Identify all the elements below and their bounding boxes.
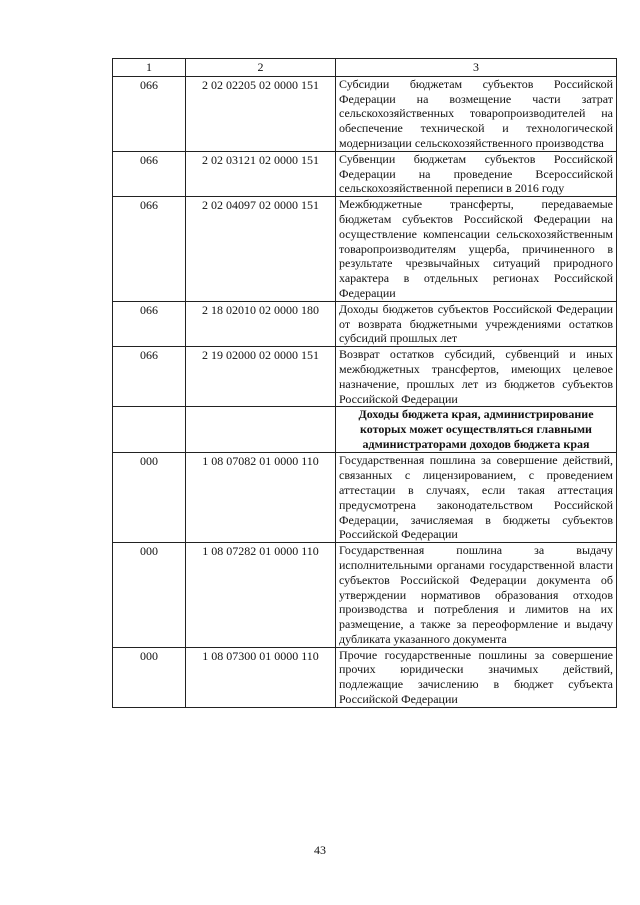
revenue-description: Доходы бюджетов субъектов Российской Федерации от возврата бюджетными учреждениями остатков субсидий прошлых лет bbox=[336, 301, 617, 346]
column-header-2: 2 bbox=[186, 59, 336, 77]
revenue-classification-table bbox=[112, 58, 617, 708]
table-header-row bbox=[113, 59, 617, 77]
administrator-code: 000 bbox=[113, 647, 186, 707]
section-heading-row bbox=[113, 407, 617, 453]
revenue-description: Прочие государственные пошлины за совершение прочих юридически значимых действий, подлежащие зачислению в бюджет субъекта Российской Федерации bbox=[336, 647, 617, 707]
revenue-description: Возврат остатков субсидий, субвенций и иных межбюджетных трансфертов, имеющих целевое назначение, прошлых лет из бюджетов субъектов Российской Федерации bbox=[336, 347, 617, 407]
administrator-code: 066 bbox=[113, 76, 186, 151]
budget-classification-code: 2 19 02000 02 0000 151 bbox=[186, 347, 336, 407]
revenue-description: Субвенции бюджетам субъектов Российской Федерации на проведение Всероссийской сельскохозяйственной переписи в 2016 году bbox=[336, 151, 617, 196]
budget-classification-code: 1 08 07300 01 0000 110 bbox=[186, 647, 336, 707]
administrator-code: 000 bbox=[113, 453, 186, 543]
budget-classification-code: 1 08 07082 01 0000 110 bbox=[186, 453, 336, 543]
revenue-description: Государственная пошлина за выдачу исполнительными органами государственной власти субъектов Российской Федерации документа об утверждении нормативов образования отходов производства и потребления и лимитов на их размещение, а также за переоформление и выдачу дубликата указанного документа bbox=[336, 543, 617, 648]
administrator-code: 066 bbox=[113, 197, 186, 302]
table-row bbox=[113, 453, 617, 543]
administrator-code: 066 bbox=[113, 151, 186, 196]
column-header-3: 3 bbox=[336, 59, 617, 77]
administrator-code: 066 bbox=[113, 301, 186, 346]
table-row bbox=[113, 543, 617, 648]
administrator-code: 066 bbox=[113, 347, 186, 407]
table-row bbox=[113, 151, 617, 196]
budget-classification-code: 2 02 03121 02 0000 151 bbox=[186, 151, 336, 196]
section-heading: Доходы бюджета края, администрирование которых может осуществляться главными администраторами доходов бюджета края bbox=[336, 407, 617, 453]
budget-classification-code: 2 18 02010 02 0000 180 bbox=[186, 301, 336, 346]
table-row bbox=[113, 76, 617, 151]
budget-classification-code: 1 08 07282 01 0000 110 bbox=[186, 543, 336, 648]
revenue-description: Межбюджетные трансферты, передаваемые бюджетам субъектов Российской Федерации на осуществление компенсации сельскохозяйственным товаропроизводителям ущерба, причиненного в результате чрезвычайных ситуаций природного характера в отдельных регионах Российской Федерации bbox=[336, 197, 617, 302]
table-row bbox=[113, 647, 617, 707]
page-number: 43 bbox=[314, 843, 326, 857]
administrator-code: 000 bbox=[113, 543, 186, 648]
revenue-description: Субсидии бюджетам субъектов Российской Федерации на возмещение части затрат сельскохозяйственных товаропроизводителей на обеспечение технической и технологической модернизации сельскохозяйственного производства bbox=[336, 76, 617, 151]
table-row bbox=[113, 301, 617, 346]
table-row bbox=[113, 347, 617, 407]
empty-cell bbox=[186, 407, 336, 453]
column-header-1: 1 bbox=[113, 59, 186, 77]
table-row bbox=[113, 197, 617, 302]
budget-classification-code: 2 02 02205 02 0000 151 bbox=[186, 76, 336, 151]
budget-classification-code: 2 02 04097 02 0000 151 bbox=[186, 197, 336, 302]
revenue-description: Государственная пошлина за совершение действий, связанных с лицензированием, с проведением аттестации в случаях, если такая аттестация предусмотрена законодательством Российской Федерации, зачисляемая в бюджеты субъектов Российской Федерации bbox=[336, 453, 617, 543]
empty-cell bbox=[113, 407, 186, 453]
